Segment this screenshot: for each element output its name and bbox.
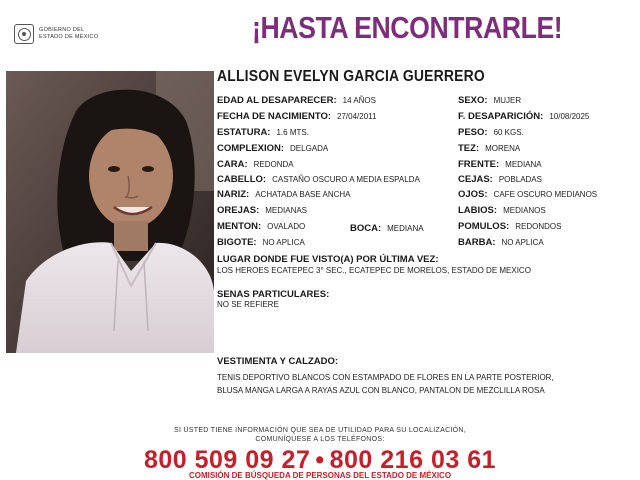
commission-name: COMISIÓN DE BÚSQUEDA DE PERSONAS DEL ESTADO DE MÉXICO: [188, 471, 452, 480]
field-label: ESTATURA:: [217, 127, 271, 138]
field-value: MEDIANA: [505, 160, 542, 169]
field-cabello: [217, 175, 420, 185]
field-value: 60 KGS.: [493, 128, 524, 137]
person-photo: [6, 71, 214, 353]
field-value: REDONDOS: [515, 222, 562, 231]
field-complexion: [217, 144, 328, 154]
field-value: MEDIANOS: [503, 206, 546, 215]
field-value: ACHATADA BASE ANCHA: [255, 190, 351, 199]
field-value: MUJER: [493, 96, 522, 105]
field-value: 27/04/2011: [337, 112, 377, 121]
field-boca: [350, 224, 424, 234]
field-desaparicion: [458, 112, 589, 122]
field-tez: [458, 144, 520, 154]
field-label: CABELLO:: [217, 174, 267, 185]
person-name: ALLISON EVELYN GARCIA GUERRERO: [217, 68, 485, 85]
clothing-line2: BLUSA MANGA LARGA A RAYAS AZUL CON BLANCO, PANTALON DE MEZCLILLA ROSA: [217, 386, 545, 395]
field-labios: [458, 206, 546, 216]
field-ojos: [458, 190, 597, 200]
field-peso: [458, 128, 524, 138]
phone-separator: •: [315, 446, 325, 474]
field-label: LABIOS:: [458, 205, 498, 216]
clothing-title: VESTIMENTA Y CALZADO:: [217, 356, 339, 367]
info-line1: SI USTED TIENE INFORMACIÓN QUE SEA DE UTILIDAD PARA SU LOCALIZACIÓN,: [173, 427, 467, 434]
person-photo-illustration: [6, 71, 214, 353]
field-label: POMULOS:: [458, 221, 510, 232]
field-frente: [458, 160, 542, 170]
field-label: FRENTE:: [458, 159, 500, 170]
field-label: EDAD AL DESAPARECER:: [217, 95, 337, 106]
phone-number-1[interactable]: 800 509 09 27: [143, 446, 311, 474]
logo-line1: GOBIERNO DEL: [39, 27, 85, 33]
field-value: MEDIANA: [387, 224, 424, 233]
field-sexo: [458, 96, 521, 106]
field-label: PESO:: [458, 127, 488, 138]
field-label: BARBA:: [458, 237, 496, 248]
field-value: OVALADO: [267, 222, 306, 231]
field-label: NARIZ:: [217, 189, 250, 200]
field-value: MORENA: [485, 144, 521, 153]
field-value: NO APLICA: [262, 238, 305, 247]
field-value: DELGADA: [290, 144, 329, 153]
field-nariz: [217, 190, 351, 200]
field-value: 1.6 MTS.: [276, 128, 309, 137]
field-label: BIGOTE:: [217, 237, 257, 248]
field-label: MENTON:: [217, 221, 262, 232]
field-menton: [217, 222, 305, 232]
marks-text: NO SE REFIERE: [217, 300, 279, 309]
field-nacimiento: [217, 112, 376, 122]
field-label: OJOS:: [458, 189, 488, 200]
field-value: MEDIANAS: [265, 206, 308, 215]
field-label: COMPLEXION:: [217, 143, 285, 154]
field-label: TEZ:: [458, 143, 480, 154]
government-logo: [14, 22, 134, 46]
headline: ¡HASTA ENCONTRARLE!: [252, 10, 563, 45]
field-label: BOCA:: [350, 223, 382, 234]
field-label: CARA:: [217, 159, 248, 170]
field-orejas: [217, 206, 307, 216]
field-value: 14 AÑOS: [342, 96, 376, 105]
field-value: NO APLICA: [501, 238, 544, 247]
phone-number-2[interactable]: 800 216 03 61: [329, 446, 497, 474]
marks-title: SENAS PARTICULARES:: [217, 289, 330, 300]
field-label: FECHA DE NACIMIENTO:: [217, 111, 331, 122]
field-label: CEJAS:: [458, 174, 493, 185]
field-value: REDONDA: [253, 160, 294, 169]
last-seen-title: LUGAR DONDE FUE VISTO(A) POR ÚLTIMA VEZ:: [217, 254, 439, 265]
field-label: SEXO:: [458, 95, 488, 106]
field-label: F. DESAPARICIÓN:: [458, 111, 544, 122]
field-barba: [458, 238, 544, 248]
logo-text: [39, 27, 98, 41]
info-line2: COMUNÍQUESE A LOS TELÉFONOS:: [255, 436, 385, 443]
last-seen-text: LOS HEROES ECATEPEC 3° SEC., ECATEPEC DE MORELOS, ESTADO DE MEXICO: [217, 266, 531, 275]
state-seal-icon: [14, 24, 34, 44]
field-value: POBLADAS: [498, 175, 542, 184]
field-estatura: [217, 128, 309, 138]
field-cejas: [458, 175, 542, 185]
field-pomulos: [458, 222, 561, 232]
clothing-line1: TENIS DEPORTIVO BLANCOS CON ESTAMPADO DE FLORES EN LA PARTE POSTERIOR,: [217, 373, 554, 382]
field-value: CASTAÑO OSCURO A MEDIA ESPALDA: [272, 175, 420, 184]
field-bigote: [217, 238, 305, 248]
field-edad: [217, 96, 376, 106]
field-label: OREJAS:: [217, 205, 260, 216]
field-value: CAFE OSCURO MEDIANOS: [493, 190, 598, 199]
logo-line2: ESTADO DE MÉXICO: [39, 34, 99, 40]
field-value: 10/08/2025: [549, 112, 590, 121]
field-cara: [217, 160, 294, 170]
